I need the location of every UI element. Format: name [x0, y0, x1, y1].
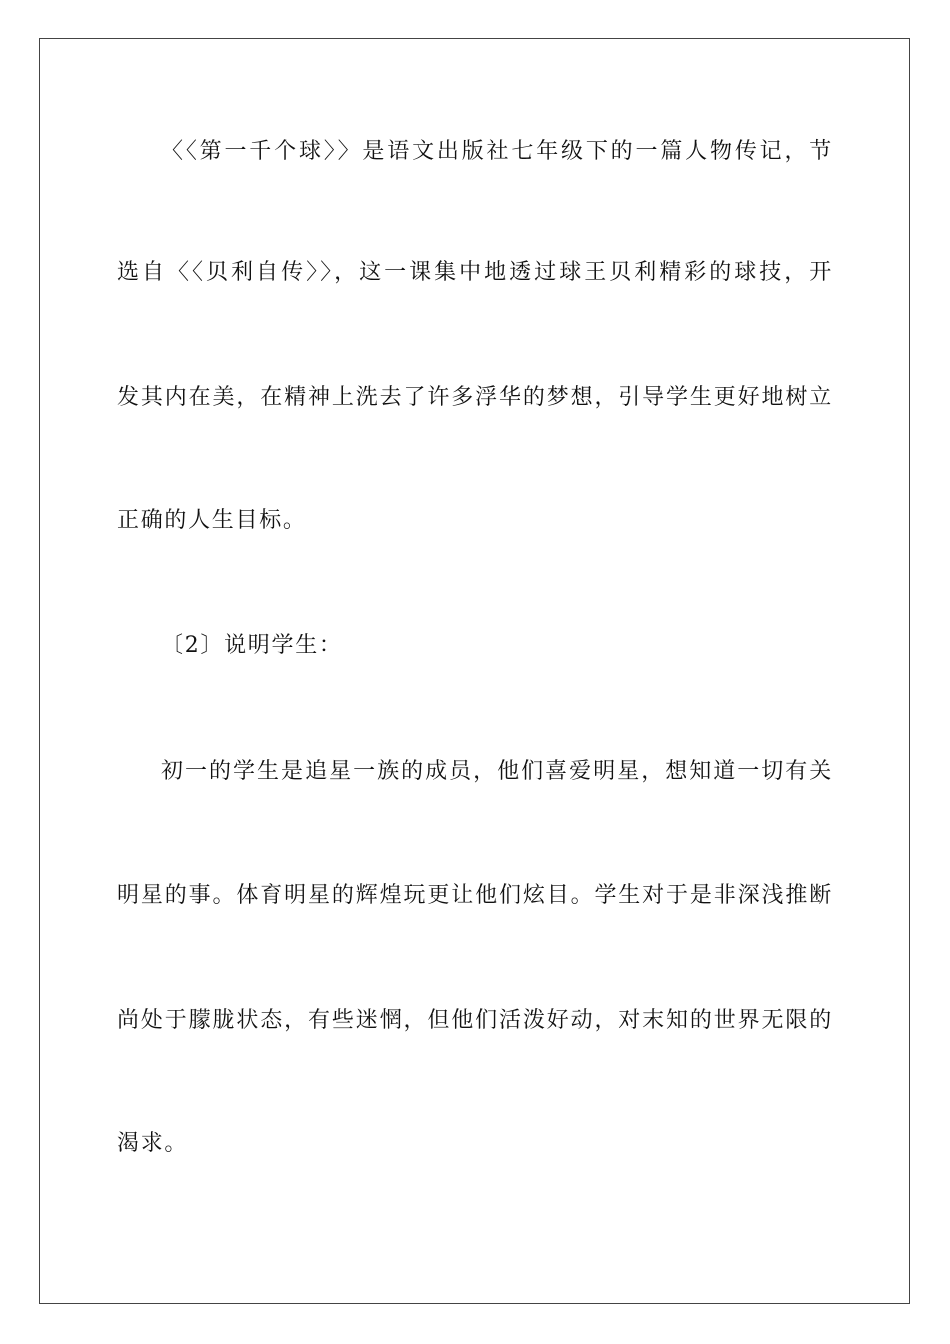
section-heading-2: 〔2〕说明学生： [161, 633, 343, 658]
paragraph-1-line-3: 发其内在美，在精神上洗去了许多浮华的梦想，引导学生更好地树立 [117, 385, 833, 410]
paragraph-2-line-2: 明星的事。体育明星的辉煌玩更让他们炫目。学生对于是非深浅推断 [117, 883, 833, 908]
paragraph-2-line-1: 初一的学生是追星一族的成员，他们喜爱明星，想知道一切有关 [161, 759, 833, 784]
paragraph-1-line-2: 选自〈〈贝利自传〉〉，这一课集中地透过球王贝利精彩的球技，开 [117, 260, 833, 285]
paragraph-2-line-4: 渴求。 [117, 1131, 189, 1156]
page-border [39, 38, 910, 1304]
paragraph-2-line-3: 尚处于朦胧状态，有些迷惘，但他们活泼好动，对末知的世界无限的 [117, 1008, 833, 1033]
paragraph-1-line-1: 〈〈第一千个球〉〉是语文出版社七年级下的一篇人物传记，节 [161, 139, 833, 164]
paragraph-1-line-4: 正确的人生目标。 [117, 508, 307, 533]
